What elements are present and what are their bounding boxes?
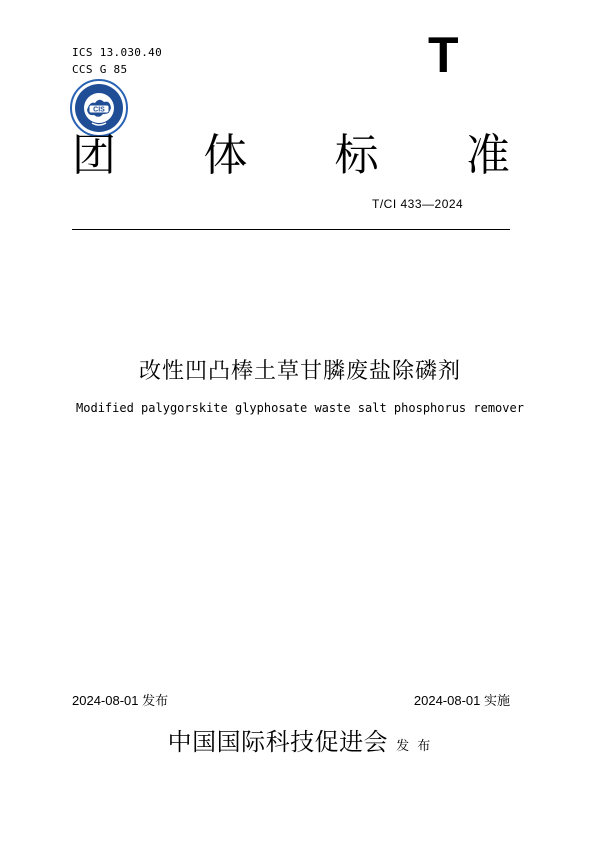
ccs-code: CCS G 85 <box>72 63 128 76</box>
header-divider <box>72 229 510 230</box>
organization-logo <box>70 79 128 137</box>
title-char: 体 <box>203 130 248 181</box>
document-title-chinese: 改性凹凸棒土草甘膦废盐除磷剂 <box>138 359 461 384</box>
standard-category-title <box>72 130 510 182</box>
standard-type-letter: T <box>428 27 459 83</box>
title-char: 团 <box>72 130 116 181</box>
release-date: 2024-08-01 发布 <box>72 693 169 708</box>
title-char: 准 <box>465 130 510 181</box>
svg-text:CIS: CIS <box>93 106 105 114</box>
ics-code: ICS 13.030.40 <box>72 46 162 59</box>
standard-number: T/CI 433—2024 <box>372 197 464 211</box>
document-title-english: Modified palygorskite glyphosate waste salt phosphorus remover <box>76 401 524 415</box>
implementation-date: 2024-08-01 实施 <box>413 693 510 708</box>
publisher-suffix: 发 布 <box>396 739 433 754</box>
logo-emblem-icon <box>70 79 128 137</box>
title-char: 标 <box>334 130 379 181</box>
publisher-name: 中国国际科技促进会 <box>167 728 389 756</box>
publisher-line <box>0 722 600 757</box>
